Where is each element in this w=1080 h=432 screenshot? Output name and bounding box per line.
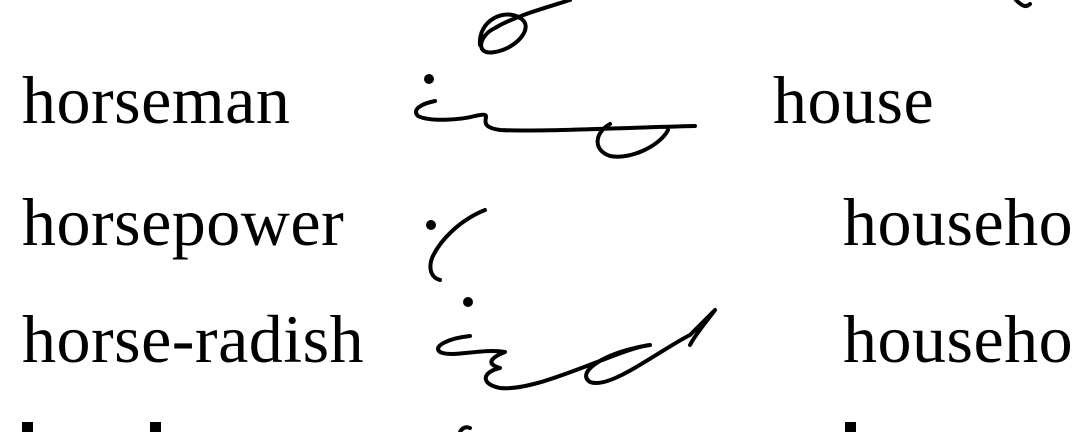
shorthand-dot-horseman: [424, 74, 434, 84]
shorthand-dot-horse-radish: [463, 297, 473, 307]
entry-word-household-1: househo: [843, 184, 1074, 260]
entry-word-horseman: horseman: [22, 62, 291, 138]
shorthand-outline-horsepower: [430, 210, 485, 280]
shorthand-dot-horsepower: [426, 220, 436, 230]
entry-word-house: house: [773, 62, 935, 138]
entry-word-horsepower: horsepower: [22, 184, 345, 260]
shorthand-outline-top: [480, 0, 570, 53]
shorthand-outline-horseman: [416, 101, 695, 157]
cutoff-row-right: [845, 418, 1045, 432]
shorthand-outline-horse-radish: [438, 310, 715, 388]
shorthand-outline-bottom: [460, 427, 470, 432]
entry-word-household-2: househo: [843, 301, 1074, 377]
shorthand-outline-top-right: [1016, 0, 1030, 6]
entry-word-horse-radish: horse-radish: [22, 301, 365, 377]
cutoff-row-left: [22, 418, 222, 432]
